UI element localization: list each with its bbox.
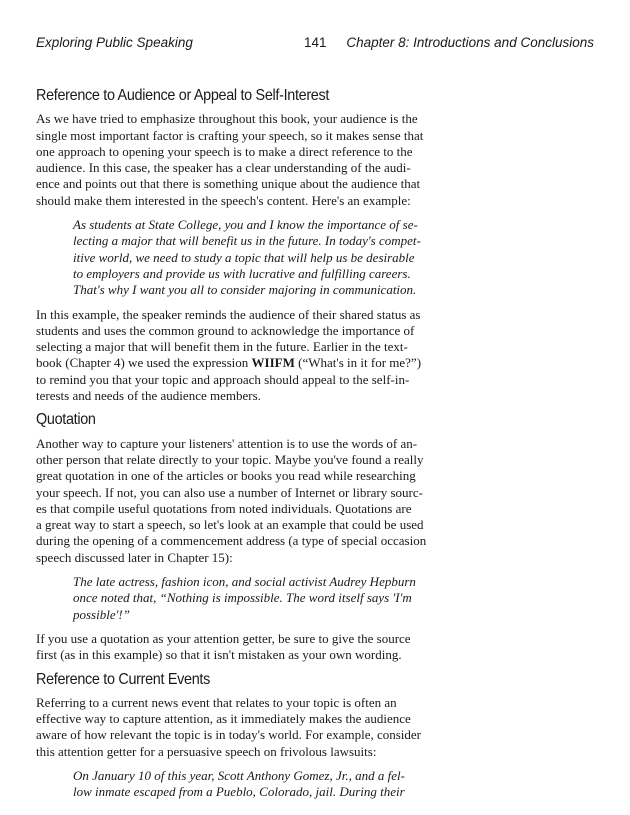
block-quote	[73, 217, 448, 298]
text-line: ence and points out that there is something unique about the audience that	[36, 176, 421, 192]
text-line: a great way to start a speech, so let's look at an example that could be used	[36, 517, 424, 533]
text-line: speech discussed later in Chapter 15):	[36, 549, 233, 565]
text-line: this attention getter for a persuasive speech on frivolous lawsuits:	[36, 743, 377, 759]
text-line: one approach to opening your speech is to make a direct reference to the	[36, 143, 413, 159]
paragraph	[36, 111, 448, 209]
quote-line: once noted that, “Nothing is impossible. The word itself says 'I'm	[73, 590, 412, 606]
quote-line: low inmate escaped from a Pueblo, Colorado, jail. During their	[73, 784, 405, 800]
text-line: In this example, the speaker reminds the audience of their shared status as	[36, 306, 421, 322]
paragraph	[36, 695, 448, 760]
paragraph	[36, 631, 448, 664]
text-line: your speech. If not, you can also use a number of Internet or library sourc-	[36, 484, 423, 500]
section-heading-current-events: Reference to Current Events	[36, 670, 210, 688]
acronym-wiifm: WIIFM	[251, 355, 295, 371]
page-content	[36, 88, 448, 809]
text-line: to remind you that your topic and approach should appeal to the self-in-	[36, 371, 410, 387]
chapter-title: Chapter 8: Introductions and Conclusions	[346, 35, 594, 50]
text-line: Referring to a current news event that relates to your topic is often an	[36, 694, 397, 710]
quote-line: The late actress, fashion icon, and social activist Audrey Hepburn	[73, 574, 416, 590]
text-span: book (Chapter 4) we used the expression	[36, 355, 252, 371]
running-header	[36, 35, 594, 53]
section-heading-audience: Reference to Audience or Appeal to Self-Interest	[36, 87, 330, 104]
text-line: effective way to capture attention, as it immediately makes the audience	[36, 711, 411, 727]
quote-line: On January 10 of this year, Scott Anthony Gomez, Jr., and a fel-	[73, 767, 405, 783]
quote-line: to employers and provide us with lucrative and fulfilling careers.	[73, 265, 411, 281]
text-line: single most important factor is crafting your speech, so it makes sense that	[36, 127, 424, 143]
text-line: If you use a quotation as your attention getter, be sure to give the source	[36, 630, 411, 646]
text-line: terests and needs of the audience members.	[36, 388, 261, 404]
book-title: Exploring Public Speaking	[36, 35, 193, 50]
quote-line: lecting a major that will benefit us in the future. In today's compet-	[73, 233, 421, 249]
text-line: other person that relate directly to your topic. Maybe you've found a really	[36, 451, 424, 467]
text-line: should make them interested in the speech's content. Here's an example:	[36, 192, 411, 208]
text-span: (“What's in it for me?”)	[294, 355, 422, 371]
text-line: audience. In this case, the speaker has a clear understanding of the audi-	[36, 160, 411, 176]
text-line: es that compile useful quotations from noted individuals. Quotations are	[36, 500, 412, 516]
text-line: selecting a major that will benefit them in the future. Earlier in the text-	[36, 339, 408, 355]
text-line: during the opening of a commencement address (a type of special occasion	[36, 533, 427, 549]
page-number: 141	[304, 35, 327, 50]
text-line	[36, 355, 448, 371]
paragraph	[36, 307, 448, 405]
quote-line: possible'!”	[73, 606, 130, 622]
text-line: aware of how relevant the topic is in today's world. For example, consider	[36, 727, 422, 743]
text-line: first (as in this example) so that it isn't mistaken as your own wording.	[36, 647, 402, 663]
text-line: As we have tried to emphasize throughout this book, your audience is the	[36, 111, 418, 127]
quote-line: That's why I want you all to consider majoring in communication.	[73, 282, 417, 298]
quote-line: As students at State College, you and I know the importance of se-	[73, 217, 418, 233]
block-quote	[73, 574, 448, 623]
text-line: great quotation in one of the articles or books you read while researching	[36, 468, 416, 484]
text-line: Another way to capture your listeners' attention is to use the words of an-	[36, 435, 418, 451]
block-quote	[73, 768, 448, 801]
text-line: students and uses the common ground to acknowledge the importance of	[36, 322, 415, 338]
section-heading-quotation: Quotation	[36, 411, 96, 429]
paragraph	[36, 436, 448, 566]
quote-line: itive world, we need to study a topic that will help us be desirable	[73, 249, 415, 265]
